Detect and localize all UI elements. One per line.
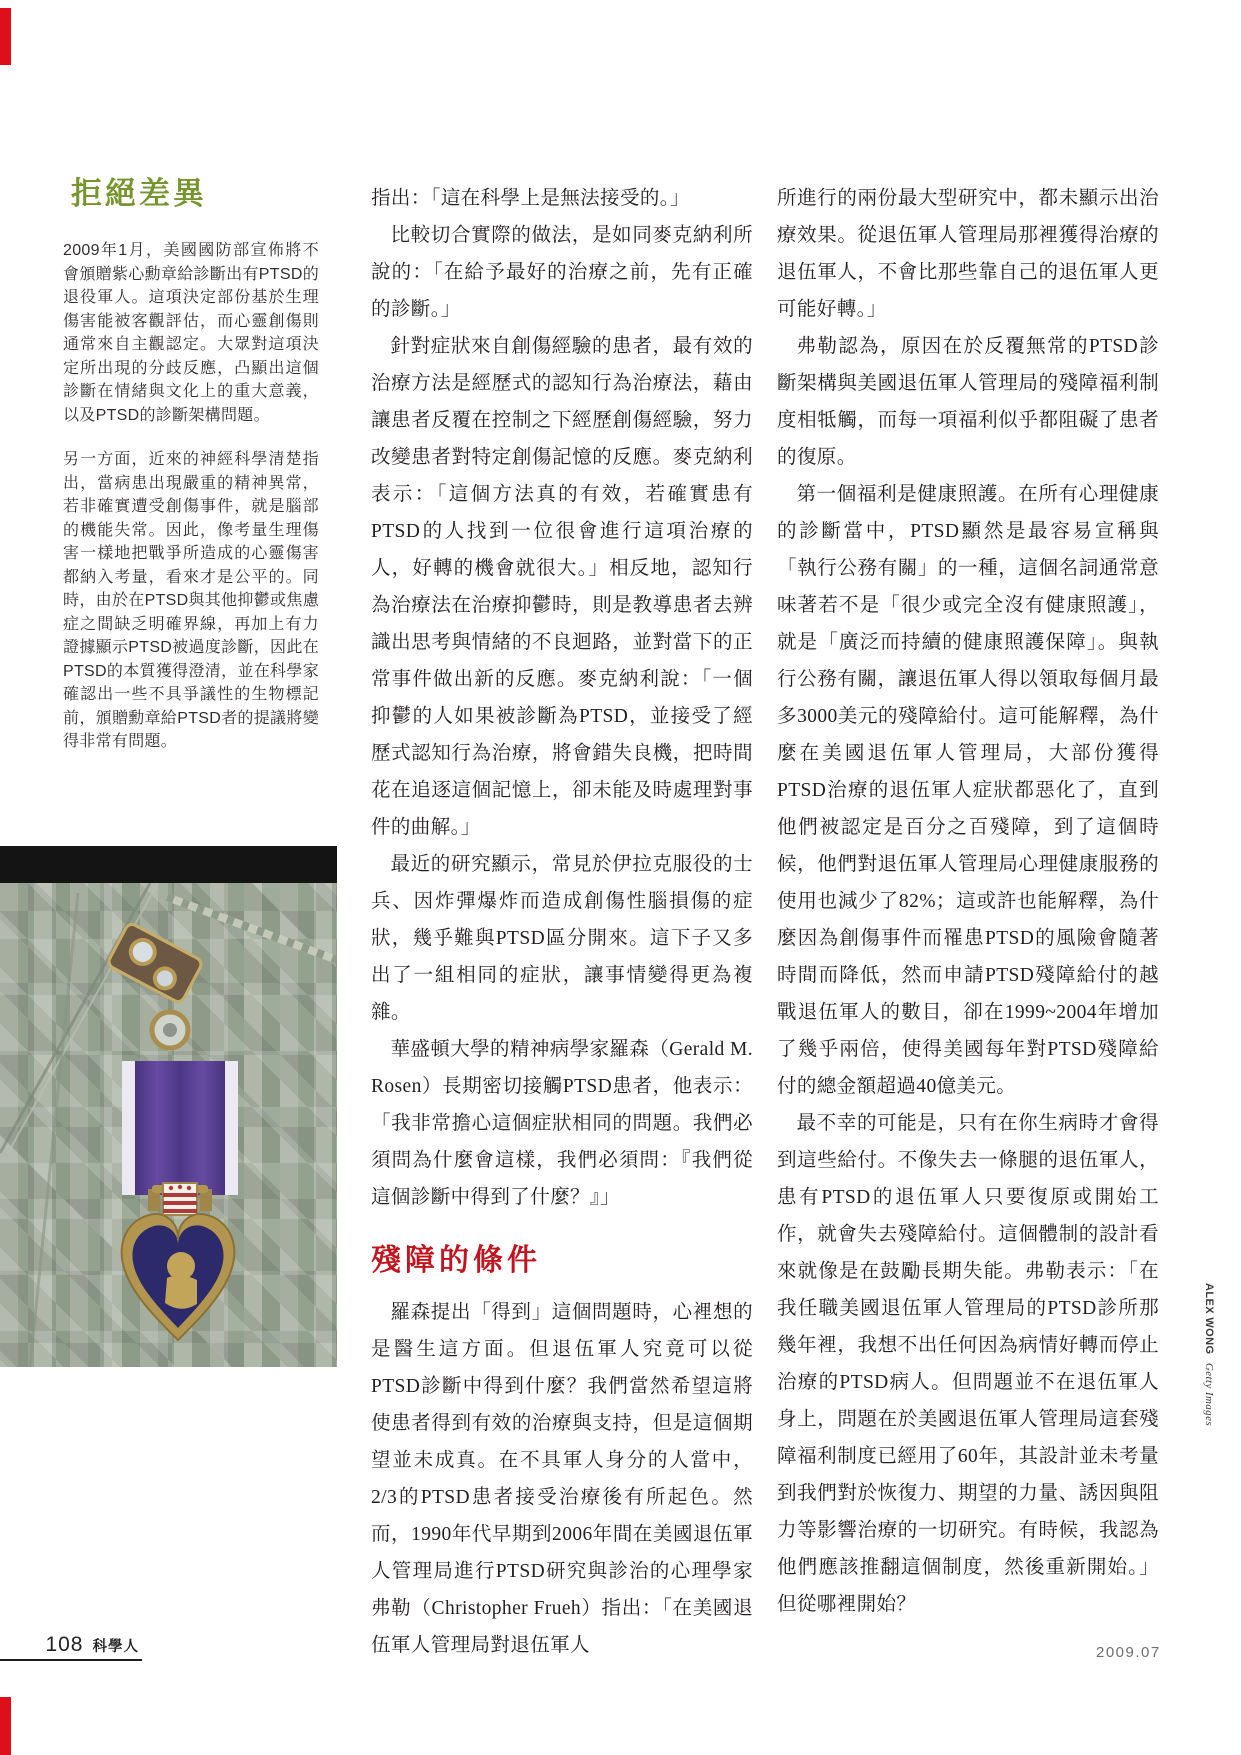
magazine-name: 科學人 [92,1639,139,1655]
right-column [777,180,1159,1623]
body-paragraph: 指出：「這在科學上是無法接受的。」 [371,188,690,209]
bleed-mark-bottom [0,1697,11,1755]
sidebar [63,168,319,775]
medal-ribbon [122,1061,238,1195]
page-number: 108 [45,1633,84,1656]
body-paragraph: 第一個福利是健康照護。在所有心理健康的診斷當中，PTSD顯然是最容易宣稱與「執行公務有關」的一種，這個名詞通常意味著若不是「很少或完全沒有健康照護」，就是「廣泛而持續的健康照護保障」。與執行公務有關，讓退伍軍人得以領取每個月最多3000美元的殘障給付。這可能解釋，為什麼在美國退伍軍人管理局，大部份獲得PTSD治療的退伍軍人症狀都惡化了，直到他們被認定是百分之百殘障，到了這個時候，他們對退伍軍人管理局心理健康服務的使用也減少了82%；這或許也能解釋，為什麼因為創傷事件而罹患PTSD的風險會隨著時間而降低，然而申請PTSD殘障給付的越戰退伍軍人的數目，卻在1999~2004年增加了幾乎兩倍，使得美國每年對PTSD殘障給付的總金額超過40億美元。 [777,484,1159,1097]
body-paragraph: 最不幸的可能是，只有在你生病時才會得到這些給付。不像失去一條腿的退伍軍人，患有PTSD的退伍軍人只要復原或開始工作，就會失去殘障給付。這個體制的設計看來就像是在鼓勵長期失能。弗勒表示：「在我任職美國退伍軍人管理局的PTSD診所那幾年裡，我想不出任何因為病情好轉而停止治療的PTSD病人。但問題並不在退伍軍人身上，問題在於美國退伍軍人管理局這套殘障福利制度已經用了60年，其設計並未考量到我們對於恢復力、期望的力量、誘因與阻力等影響治療的一切研究。有時候，我認為他們應該推翻這個制度，然後重新開始。」但從哪裡開始？ [777,1113,1159,1615]
medal-heart [122,1214,235,1340]
bleed-mark-top [0,8,11,65]
body-paragraph: 最近的研究顯示，常見於伊拉克服役的士兵、因炸彈爆炸而造成創傷性腦損傷的症狀，幾乎難與PTSD區分開來。這下子又多出了一組相同的症狀，讓事情變得更為複雜。 [371,854,753,1023]
body-paragraph: 華盛頓大學的精神病學家羅森（Gerald M. Rosen）長期密切接觸PTSD患者，他表示：「我非常擔心這個症狀相同的問題。我們必須問為什麼會這樣，我們必須問：『我們從這個診斷中得到了什麼？』」 [371,1039,753,1208]
body-paragraph: 針對症狀來自創傷經驗的患者，最有效的治療方法是經歷式的認知行為治療法，藉由讓患者反覆在控制之下經歷創傷經驗，努力改變患者對特定創傷記憶的反應。麥克納利表示：「這個方法真的有效，若確實患有PTSD的人找到一位很會進行這項治療的人，好轉的機會就很大。」相反地，認知行為治療法在治療抑鬱時，則是教導患者去辨識出思考與情緒的不良迴路，並對當下的正常事件做出新的反應。麥克納利說：「一個抑鬱的人如果被診斷為PTSD，並接受了經歷式認知行為治療，將會錯失良機，把時間花在追逐這個記憶上，卻未能及時處理對事件的曲解。」 [371,336,753,838]
grommet-tab-icon [107,922,204,1004]
body-paragraph: 所進行的兩份最大型研究中，都未顯示出治療效果。從退伍軍人管理局那裡獲得治療的退伍軍人，不會比那些靠自己的退伍軍人更可能好轉。」 [777,188,1159,320]
sidebar-paragraph: 另一方面，近來的神經科學清楚指出，當病患出現嚴重的精神異常，若非確實遭受創傷事件，就是腦部的機能失常。因此，像考量生理傷害一樣地把戰爭所造成的心靈傷害都納入考量，看來才是公平的。同時，由於在PTSD與其他抑鬱或焦慮症之間缺乏明確界線，再加上有力證據顯示PTSD被過度診斷，因此在PTSD的本質獲得澄清，並在科學家確認出一些不具爭議性的生物標記前，頒贈勳章給PTSD者的提議將變得非常有問題。 [63,451,319,750]
camouflage-photo [0,883,337,1367]
snap-button-icon [152,1012,188,1048]
issue-date: 2009.07 [1096,1644,1161,1661]
photo-top-bar [0,846,337,883]
photo-credit [1203,1283,1215,1426]
credit-photographer: ALEX WONG [1203,1283,1215,1355]
medal-suspension-bar [148,1183,212,1215]
sidebar-paragraph: 2009年1月，美國國防部宣佈將不會頒贈紫心勳章給診斷出有PTSD的退役軍人。這項決定部份基於生理傷害能被客觀評估，而心靈創傷則通常來自主觀認定。大眾對這項決定所出現的分歧反應，凸顯出這個診斷在情緒與文化上的重大意義，以及PTSD的診斷架構問題。 [63,242,319,424]
body-paragraph: 弗勒認為，原因在於反覆無常的PTSD診斷架構與美國退伍軍人管理局的殘障福利制度相牴觸，而每一項福利似乎都阻礙了患者的復原。 [777,336,1159,468]
credit-agency: Getty Images [1203,1362,1215,1427]
body-paragraph: 羅森提出「得到」這個問題時，心裡想的是醫生這方面。但退伍軍人究竟可以從PTSD診斷中得到什麼？我們當然希望這將使患者得到有效的治療與支持，但是這個期望並未成真。在不具軍人身分的人當中，2/3的PTSD患者接受治療後有所起色。然而，1990年代早期到2006年間在美國退伍軍人管理局進行PTSD研究與診治的心理學家弗勒（Christopher Frueh）指出：「在美國退伍軍人管理局對退伍軍人 [371,1302,753,1656]
sidebar-heading: 拒絕差異 [71,176,207,211]
section-heading-disability-conditions: 殘障的條件 [371,1244,541,1277]
body-paragraph: 比較切合實際的做法，是如同麥克納利所說的：「在給予最好的治療之前，先有正確的診斷。」 [371,225,753,320]
purple-heart-photo-figure [0,846,337,1367]
purple-heart-medal-illustration [0,883,337,1367]
footer-left [0,1633,142,1661]
center-column [371,180,753,1664]
